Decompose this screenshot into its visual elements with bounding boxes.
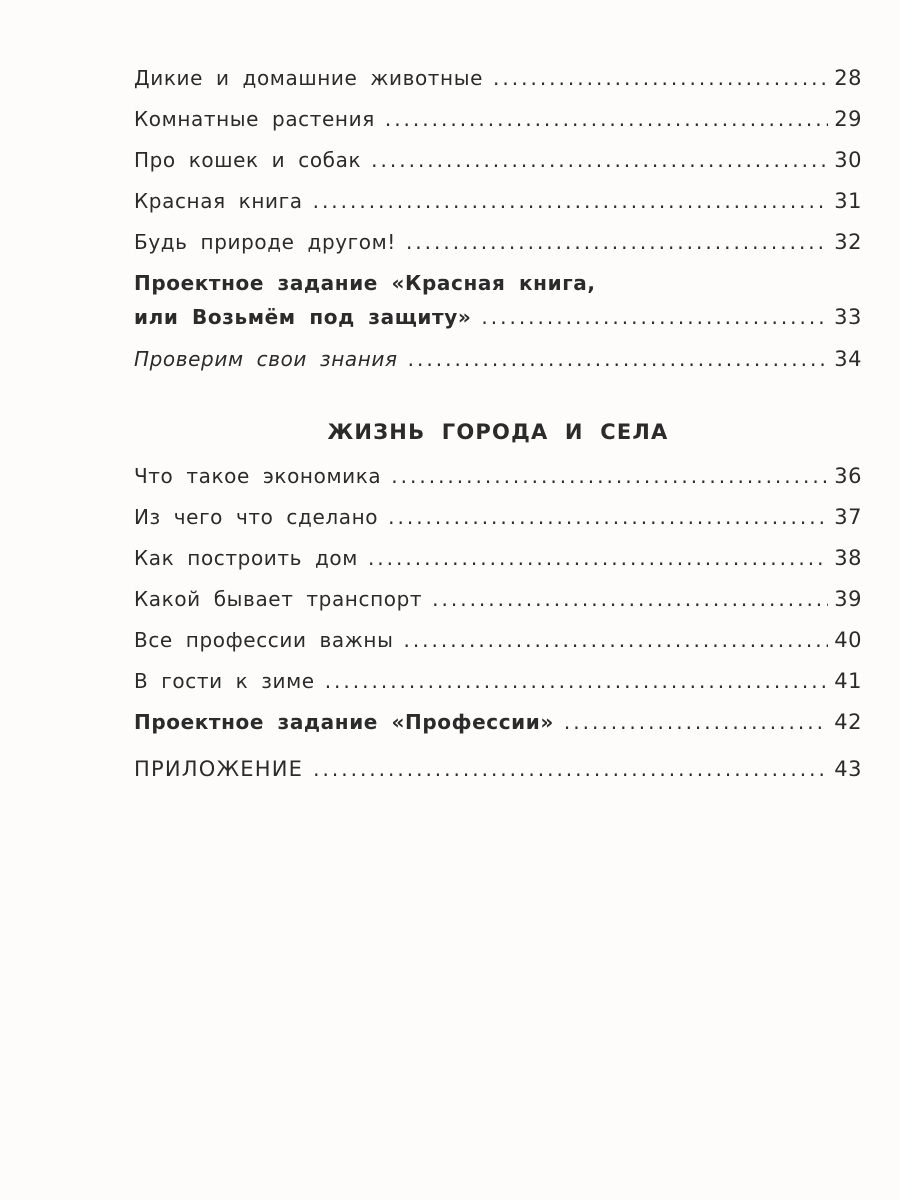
toc-entry-title-line1: Проектное задание «Красная книга, bbox=[134, 271, 596, 295]
toc-entry-title: Проверим свои знания bbox=[134, 347, 398, 371]
toc-entry-page: 41 bbox=[834, 669, 862, 693]
toc-entry-page: 34 bbox=[834, 347, 862, 371]
dot-leader bbox=[432, 587, 828, 611]
toc-entry-page: 32 bbox=[834, 230, 862, 254]
dot-leader bbox=[408, 347, 829, 371]
toc-entry-page: 43 bbox=[834, 757, 862, 781]
toc-entry-title: Из чего что сделано bbox=[134, 505, 379, 529]
toc-entry bbox=[134, 189, 862, 230]
dot-leader bbox=[325, 669, 829, 693]
toc-entry-project-professions bbox=[134, 710, 862, 751]
toc-entry-check-knowledge bbox=[134, 347, 862, 388]
toc-entry-page: 33 bbox=[834, 305, 862, 329]
toc-entry-page: 38 bbox=[834, 546, 862, 570]
toc-entry bbox=[134, 464, 862, 505]
toc-entry-page: 36 bbox=[834, 464, 862, 488]
toc-entry-page: 42 bbox=[834, 710, 862, 734]
toc-entry-title: В гости к зиме bbox=[134, 669, 315, 693]
toc-entry-title: Проектное задание «Профессии» bbox=[134, 710, 554, 734]
toc-entry-appendix bbox=[134, 757, 862, 798]
toc-entry-line2 bbox=[134, 305, 862, 343]
toc-entry bbox=[134, 628, 862, 669]
toc-entry-title: Комнатные растения bbox=[134, 107, 375, 131]
dot-leader bbox=[481, 305, 828, 329]
toc-entry-title: Красная книга bbox=[134, 189, 303, 213]
dot-leader bbox=[313, 189, 829, 213]
toc-entry bbox=[134, 230, 862, 271]
table-of-contents bbox=[134, 66, 862, 798]
toc-entry-title: Про кошек и собак bbox=[134, 148, 362, 172]
toc-entry bbox=[134, 587, 862, 628]
dot-leader bbox=[368, 546, 828, 570]
toc-entry bbox=[134, 66, 862, 107]
section-heading: ЖИЗНЬ ГОРОДА И СЕЛА bbox=[327, 420, 669, 444]
toc-entry-page: 39 bbox=[834, 587, 862, 611]
toc-entry-title: Что такое экономика bbox=[134, 464, 382, 488]
dot-leader bbox=[313, 757, 828, 781]
toc-entry bbox=[134, 669, 862, 710]
toc-entry-title: Все профессии важны bbox=[134, 628, 394, 652]
toc-entry-title: Дикие и домашние животные bbox=[134, 66, 484, 90]
dot-leader bbox=[371, 148, 828, 172]
toc-entry-page: 28 bbox=[834, 66, 862, 90]
toc-entry bbox=[134, 505, 862, 546]
toc-entry bbox=[134, 107, 862, 148]
toc-entry-page: 31 bbox=[834, 189, 862, 213]
toc-entry bbox=[134, 148, 862, 189]
toc-entry-title: Как построить дом bbox=[134, 546, 358, 570]
toc-entry-title: Какой бывает транспорт bbox=[134, 587, 423, 611]
dot-leader bbox=[564, 710, 828, 734]
dot-leader bbox=[493, 66, 828, 90]
dot-leader bbox=[391, 464, 828, 488]
toc-entry bbox=[134, 546, 862, 587]
dot-leader bbox=[406, 230, 828, 254]
dot-leader bbox=[403, 628, 828, 652]
toc-entry-page: 37 bbox=[834, 505, 862, 529]
dot-leader bbox=[388, 505, 828, 529]
dot-leader bbox=[385, 107, 828, 131]
toc-entry-page: 30 bbox=[834, 148, 862, 172]
toc-entry-page: 40 bbox=[834, 628, 862, 652]
toc-entry-project-red-book bbox=[134, 271, 862, 343]
toc-entry-title-line2: или Возьмём под защиту» bbox=[134, 305, 472, 329]
toc-entry-title: ПРИЛОЖЕНИЕ bbox=[134, 757, 304, 781]
toc-entry-page: 29 bbox=[834, 107, 862, 131]
toc-entry-title: Будь природе другом! bbox=[134, 230, 396, 254]
